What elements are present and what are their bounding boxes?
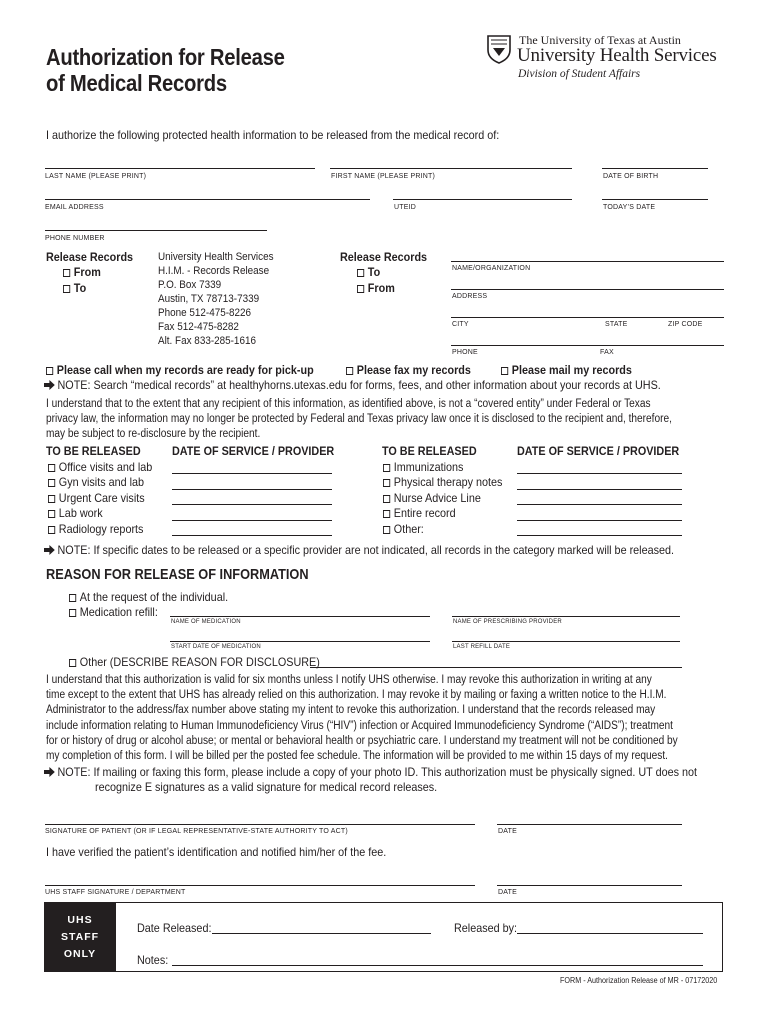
checkbox-icon[interactable] xyxy=(346,367,353,375)
date-line-nurse[interactable] xyxy=(517,504,682,505)
staff-only-label: UHS STAFF ONLY xyxy=(44,902,116,972)
checkbox-icon[interactable] xyxy=(48,479,55,487)
item-radiology[interactable]: Radiology reports xyxy=(48,522,143,536)
release-records-to-option[interactable]: To xyxy=(357,265,380,279)
released-by-label: Released by: xyxy=(454,921,518,935)
col-to-be-released-right: TO BE RELEASED xyxy=(382,444,477,458)
arrow-right-icon xyxy=(44,767,55,777)
checkbox-icon[interactable] xyxy=(501,367,508,375)
patient-date-label: DATE xyxy=(498,828,517,835)
staff-signature-label: UHS STAFF SIGNATURE / DEPARTMENT xyxy=(45,889,186,896)
release-to-option[interactable]: To xyxy=(63,281,86,295)
phone-fax-line[interactable] xyxy=(451,345,724,346)
release-from-option[interactable]: From xyxy=(63,265,101,279)
date-released-line[interactable] xyxy=(212,933,431,934)
date-line-office[interactable] xyxy=(172,473,332,474)
item-lab-work[interactable]: Lab work xyxy=(48,506,103,520)
address-label: ADDRESS xyxy=(452,293,488,300)
start-date-label: START DATE OF MEDICATION xyxy=(171,644,261,650)
item-immunizations[interactable]: Immunizations xyxy=(383,460,463,474)
checkbox-icon[interactable] xyxy=(46,367,53,375)
medication-name-line[interactable] xyxy=(170,616,430,617)
col-date-provider-left: DATE OF SERVICE / PROVIDER xyxy=(172,444,335,458)
disclosure-paragraph: I understand that to the extent that any recipient of this information, as identified above, is not a “covered entity” under Federal or Texas privacy law, the information may no longer be protected by Federal and Texas privacy law once it is disclosed to the recipient and, therefore, may be subject to re-disclosure by the recipient. xyxy=(46,398,672,441)
item-physical-therapy[interactable]: Physical therapy notes xyxy=(383,475,502,489)
uteid-line[interactable] xyxy=(393,199,572,200)
release-from-heading: Release Records xyxy=(46,250,134,264)
state-label: STATE xyxy=(605,321,628,328)
reason-medication-refill[interactable]: Medication refill: xyxy=(69,605,158,619)
date-line-lab[interactable] xyxy=(172,520,332,521)
prescriber-line[interactable] xyxy=(452,616,680,617)
phone-label: PHONE NUMBER xyxy=(45,235,105,242)
checkbox-icon[interactable] xyxy=(48,464,55,472)
checkbox-icon[interactable] xyxy=(383,526,390,534)
checkbox-icon[interactable] xyxy=(383,479,390,487)
reason-individual-request[interactable]: At the request of the individual. xyxy=(69,590,228,604)
notes-label: Notes: xyxy=(137,953,169,967)
item-other[interactable]: Other: xyxy=(383,522,424,536)
validity-paragraph: I understand that this authorization is valid for six months unless I notify UHS otherwise. I may revoke this authorization in writing at any time except to the extent that UHS has already relied on this authorization. I may revoke it by mailing or faxing a written notice to the H.I.M. Administrator to the address/fax number above stating my intent to revoke this authorization. I understand that the records released may include information relating to Human Immunodeficiency Virus (“HIV”) infection or Acquired Immunodeficiency Syndrome (“AIDS”); treatment for or history of drug or alcohol abuse; or mental or behavioral health or psychiatric care. I understand my treatment will not be conditioned by my completion of this form. I will be billed per the posted fee schedule. The information will be provided to me within 15 days of my request. xyxy=(46,674,678,763)
note-search: NOTE: Search “medical records” at healthyhorns.utexas.edu for forms, fees, and other information about your records at UHS. xyxy=(44,378,661,392)
date-line-urgent[interactable] xyxy=(172,504,332,505)
note-photo-id-line2: recognize E signatures as a valid signature for medical record releases. xyxy=(95,780,438,794)
date-line-other[interactable] xyxy=(517,535,682,536)
reason-other[interactable]: Other (DESCRIBE REASON FOR DISCLOSURE) xyxy=(69,655,320,669)
checkbox-icon[interactable] xyxy=(357,285,364,293)
item-entire-record[interactable]: Entire record xyxy=(383,506,456,520)
patient-signature-line[interactable] xyxy=(45,824,475,825)
last-refill-line[interactable] xyxy=(452,641,680,642)
start-date-line[interactable] xyxy=(170,641,430,642)
checkbox-icon[interactable] xyxy=(48,510,55,518)
release-records-from-option[interactable]: From xyxy=(357,281,395,295)
item-gyn-visits[interactable]: Gyn visits and lab xyxy=(48,475,144,489)
checkbox-icon[interactable] xyxy=(48,495,55,503)
phone-line[interactable] xyxy=(45,230,267,231)
medication-name-label: NAME OF MEDICATION xyxy=(171,619,241,625)
last-name-line[interactable] xyxy=(45,168,315,169)
uhs-address: University Health Services H.I.M. - Records Release P.O. Box 7339 Austin, TX 78713-7339 Phone 512-475-8226 Fax 512-475-8282 Alt. Fax 833-285-1616 xyxy=(158,251,274,347)
uteid-label: UTEID xyxy=(394,204,416,211)
checkbox-icon[interactable] xyxy=(69,659,76,667)
email-label: EMAIL ADDRESS xyxy=(45,204,104,211)
notes-line[interactable] xyxy=(172,965,703,966)
release-to-heading: Release Records xyxy=(340,250,428,264)
intro-text: I authorize the following protected health information to be released from the medical record of: xyxy=(46,128,500,142)
arrow-right-icon xyxy=(44,545,55,555)
option-fax[interactable]: Please fax my records xyxy=(346,363,471,377)
item-office-visits[interactable]: Office visits and lab xyxy=(48,460,152,474)
address-line[interactable] xyxy=(451,289,724,290)
checkbox-icon[interactable] xyxy=(48,526,55,534)
date-line-radiology[interactable] xyxy=(172,535,332,536)
last-refill-label: LAST REFILL DATE xyxy=(453,644,511,650)
released-by-line[interactable] xyxy=(517,933,703,934)
date-released-label: Date Released: xyxy=(137,921,212,935)
today-line[interactable] xyxy=(602,199,708,200)
zip-label: ZIP CODE xyxy=(668,321,703,328)
checkbox-icon[interactable] xyxy=(69,609,76,617)
note-specific-dates: NOTE: If specific dates to be released or a specific provider are not indicated, all records in the category marked will be released. xyxy=(44,543,674,557)
patient-date-line[interactable] xyxy=(497,824,682,825)
item-urgent-care[interactable]: Urgent Care visits xyxy=(48,491,145,505)
city-label: CITY xyxy=(452,321,469,328)
checkbox-icon[interactable] xyxy=(383,495,390,503)
checkbox-icon[interactable] xyxy=(357,269,364,277)
form-footer: FORM - Authorization Release of MR - 07172020 xyxy=(560,976,718,985)
checkbox-icon[interactable] xyxy=(63,269,70,277)
last-name-label: LAST NAME (PLEASE PRINT) xyxy=(45,173,147,180)
item-nurse-advice[interactable]: Nurse Advice Line xyxy=(383,491,481,505)
reason-heading: REASON FOR RELEASE OF INFORMATION xyxy=(46,566,309,583)
prescriber-label: NAME OF PRESCRIBING PROVIDER xyxy=(453,619,562,625)
staff-date-label: DATE xyxy=(498,889,517,896)
checkbox-icon[interactable] xyxy=(69,594,76,602)
staff-date-line[interactable] xyxy=(497,885,682,886)
name-org-line[interactable] xyxy=(451,261,724,262)
checkbox-icon[interactable] xyxy=(63,285,70,293)
option-call-pickup[interactable]: Please call when my records are ready for pick-up xyxy=(46,363,314,377)
ut-seal-icon xyxy=(486,34,512,64)
date-line-gyn[interactable] xyxy=(172,489,332,490)
name-org-label: NAME/ORGANIZATION xyxy=(452,265,531,272)
city-state-zip-line[interactable] xyxy=(451,317,724,318)
dob-line[interactable] xyxy=(602,168,708,169)
date-line-immunizations[interactable] xyxy=(517,473,682,474)
first-name-label: FIRST NAME (PLEASE PRINT) xyxy=(331,173,436,180)
email-line[interactable] xyxy=(45,199,370,200)
today-label: TODAY’S DATE xyxy=(603,204,656,211)
col-to-be-released-left: TO BE RELEASED xyxy=(46,444,141,458)
checkbox-icon[interactable] xyxy=(383,510,390,518)
arrow-right-icon xyxy=(44,380,55,390)
page-title: Authorization for Release of Medical Records xyxy=(46,44,285,96)
staff-signature-line[interactable] xyxy=(45,885,475,886)
option-mail[interactable]: Please mail my records xyxy=(501,363,632,377)
dob-label: DATE OF BIRTH xyxy=(603,173,659,180)
col-date-provider-right: DATE OF SERVICE / PROVIDER xyxy=(517,444,680,458)
note-photo-id: NOTE: If mailing or faxing this form, please include a copy of your photo ID. This authorization must be physically signed. UT does not xyxy=(44,765,697,779)
date-line-pt[interactable] xyxy=(517,489,682,490)
first-name-line[interactable] xyxy=(330,168,572,169)
date-line-entire[interactable] xyxy=(517,520,682,521)
patient-signature-label: SIGNATURE OF PATIENT (OR IF LEGAL REPRESENTATIVE-STATE AUTHORITY TO ACT) xyxy=(45,828,348,835)
ut-logo: The University of Texas at Austin University Health Services Division of Student Affairs xyxy=(486,32,730,82)
checkbox-icon[interactable] xyxy=(383,464,390,472)
recipient-phone-label: PHONE xyxy=(452,349,478,356)
other-reason-line[interactable] xyxy=(310,667,682,668)
recipient-fax-label: FAX xyxy=(600,349,614,356)
verified-text: I have verified the patient’s identification and notified him/her of the fee. xyxy=(46,845,387,859)
